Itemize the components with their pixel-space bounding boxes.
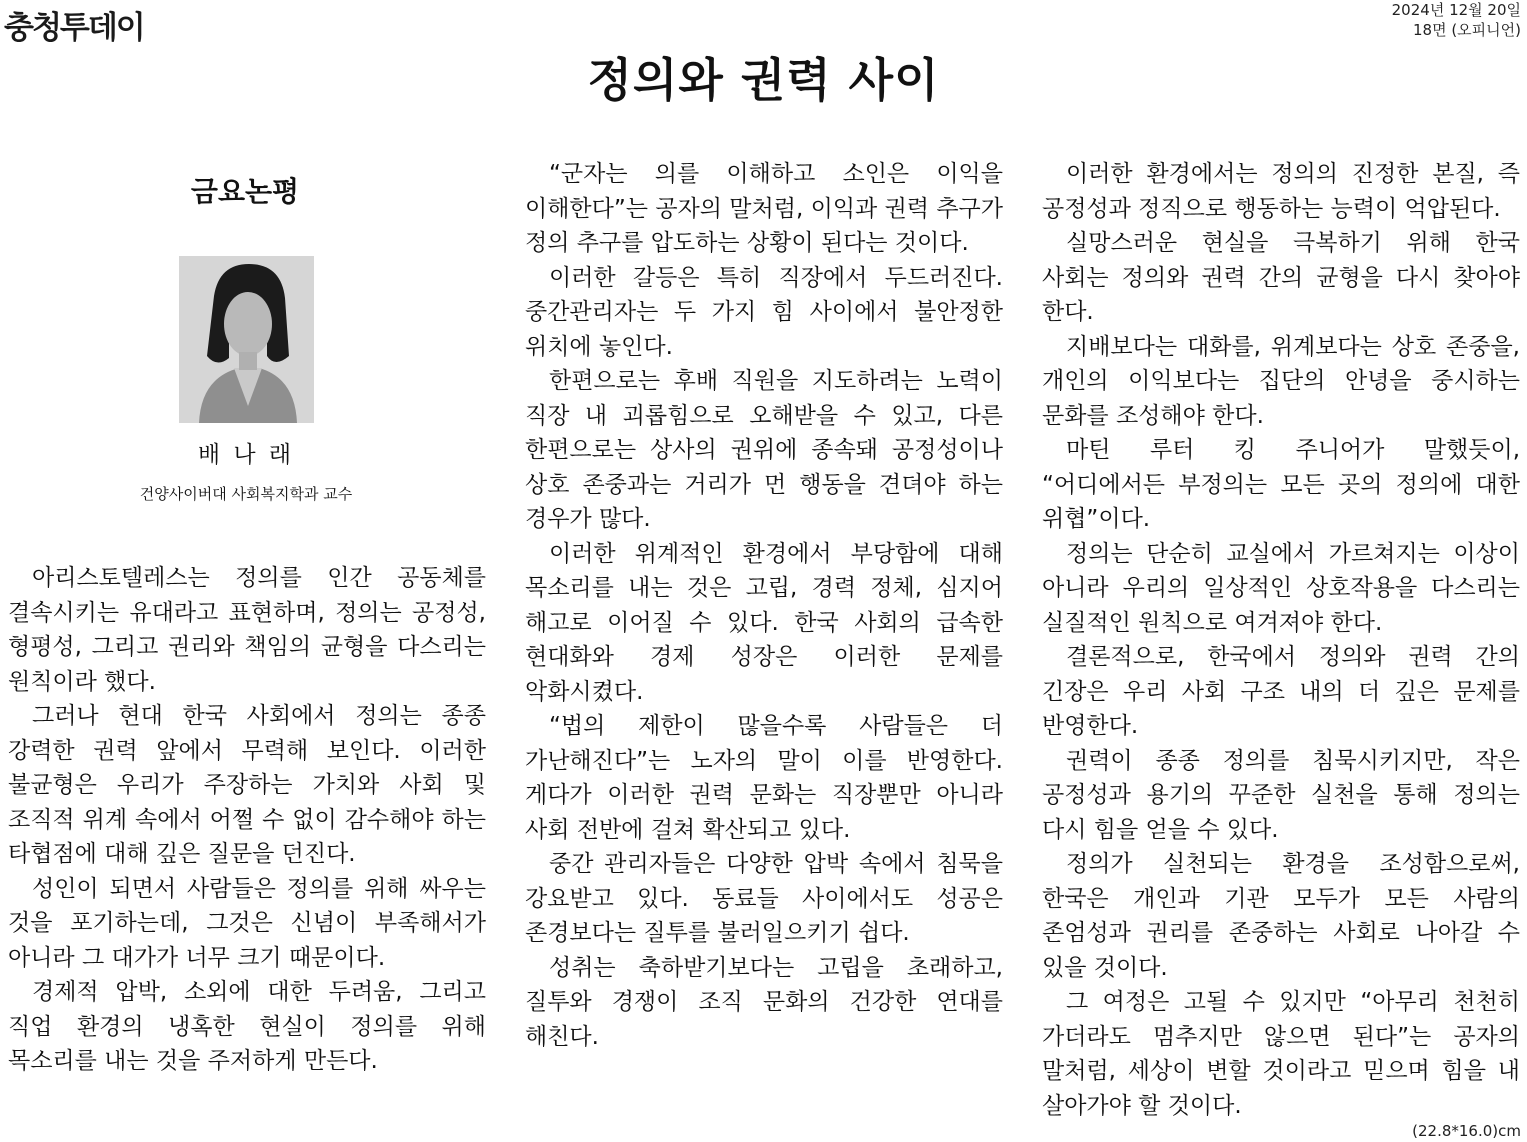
article-paragraph: 이러한 위계적인 환경에서 부당함에 대해 목소리를 내는 것은 고립, 경력 정체, 심지어 해고로 이어질 수 있다. 한국 사회의 급속한 현대화와 경제 성장은 이러한 문제를 악화시켰다. [525, 540, 1003, 705]
article-paragraph: 정의는 단순히 교실에서 가르쳐지는 이상이 아니라 우리의 일상적인 상호작용을 다스리는 실질적인 원칙으로 여겨져야 한다. [1042, 540, 1520, 636]
author-photo [179, 256, 314, 423]
author-portrait-image [179, 256, 314, 423]
author-title: 건양사이버대 사회복지학과 교수 [139, 485, 353, 503]
article-paragraph: 아리스토텔레스는 정의를 인간 공동체를 결속시키는 유대라고 표현하며, 정의는 공정성, 형평성, 그리고 권리와 책임의 균형을 다스리는 원칙이라 했다. [8, 565, 486, 695]
article-column-1 [8, 561, 486, 1079]
author-name: 배 나 래 [197, 442, 295, 468]
article-paragraph: 이러한 환경에서는 정의의 진정한 본질, 즉 공정성과 정직으로 행동하는 능력이 억압된다. [1042, 161, 1520, 222]
article-paragraph: 결론적으로, 한국에서 정의와 권력 간의 긴장은 우리 사회 구조 내의 더 깊은 문제를 반영한다. [1042, 644, 1520, 739]
article-column-2 [525, 157, 1003, 1054]
article-paragraph: 실망스러운 현실을 극복하기 위해 한국 사회는 정의와 권력 간의 균형을 다시 찾아야 한다. [1042, 230, 1520, 325]
article-paragraph: 지배보다는 대화를, 위계보다는 상호 존중을, 개인의 이익보다는 집단의 안녕을 중시하는 문화를 조성해야 한다. [1042, 333, 1520, 429]
publication-meta [1392, 0, 1521, 40]
article-headline: 정의와 권력 사이 [587, 53, 940, 107]
article-paragraph: 성인이 되면서 사람들은 정의를 위해 싸우는 것을 포기하는데, 그것은 신념이 부족해서가 아니라 그 대가가 너무 크기 때문이다. [8, 875, 486, 971]
article-paragraph: “군자는 의를 이해하고 소인은 이익을 이해한다”는 공자의 말처럼, 이익과 권력 추구가 정의 추구를 압도하는 상황이 된다는 것이다. [525, 161, 1003, 256]
article-paragraph: 성취는 축하받기보다는 고립을 초래하고, 질투와 경쟁이 조직 문화의 건강한 연대를 해친다. [525, 954, 1003, 1050]
article-paragraph: 정의가 실천되는 환경을 조성함으로써, 한국은 개인과 기관 모두가 모든 사람의 존엄성과 권리를 존중하는 사회로 나아갈 수 있을 것이다. [1042, 851, 1520, 981]
page-section: 18면 (오피니언) [1412, 21, 1521, 39]
article-paragraph: 경제적 압박, 소외에 대한 두려움, 그리고 직업 환경의 냉혹한 현실이 정의를 위해 목소리를 내는 것을 주저하게 만든다. [8, 979, 486, 1074]
article-paragraph: 마틴 루터 킹 주니어가 말했듯이, “어디에서든 부정의는 모든 곳의 정의에 대한 위협”이다. [1042, 437, 1520, 532]
article-paragraph: 권력이 종종 정의를 침묵시키지만, 작은 공정성과 용기의 꾸준한 실천을 통해 정의는 다시 힘을 얻을 수 있다. [1042, 747, 1520, 843]
article-column-3 [1042, 157, 1520, 1123]
article-paragraph: 그 여정은 고될 수 있지만 “아무리 천천히 가더라도 멈추지만 않으면 된다”는 공자의 말처럼, 세상이 변할 것이라고 믿으며 힘을 내 살아가야 할 것이다. [1042, 989, 1520, 1119]
article-paragraph: 이러한 갈등은 특히 직장에서 두드러진다. 중간관리자는 두 가지 힘 사이에서 불안정한 위치에 놓인다. [525, 264, 1003, 360]
newspaper-masthead: 충청투데이 [4, 10, 144, 46]
article-paragraph: 한편으로는 후배 직원을 지도하려는 노력이 직장 내 괴롭힘으로 오해받을 수 있고, 다른 한편으로는 상사의 권위에 종속돼 공정성이나 상호 존중과는 거리가 먼 행동을 견뎌야 하는 경우가 많다. [525, 368, 1003, 532]
article-paragraph: “법의 제한이 많을수록 사람들은 더 가난해진다”는 노자의 말이 이를 반영한다. 게다가 이러한 권력 문화는 직장뿐만 아니라 사회 전반에 걸쳐 확산되고 있다. [525, 713, 1003, 843]
column-label: 금요논평 [190, 175, 300, 208]
clipping-size-note: (22.8*16.0)cm [1412, 1122, 1521, 1140]
publication-date: 2024년 12월 20일 [1391, 1, 1521, 19]
article-paragraph: 중간 관리자들은 다양한 압박 속에서 침묵을 강요받고 있다. 동료들 사이에서도 성공은 존경보다는 질투를 불러일으키기 쉽다. [525, 851, 1003, 946]
article-paragraph: 그러나 현대 한국 사회에서 정의는 종종 강력한 권력 앞에서 무력해 보인다. 이러한 불균형은 우리가 주장하는 가치와 사회 및 조직적 위계 속에서 어쩔 수 없이 감수해야 하는 타협점에 대해 깊은 질문을 던진다. [8, 703, 486, 867]
